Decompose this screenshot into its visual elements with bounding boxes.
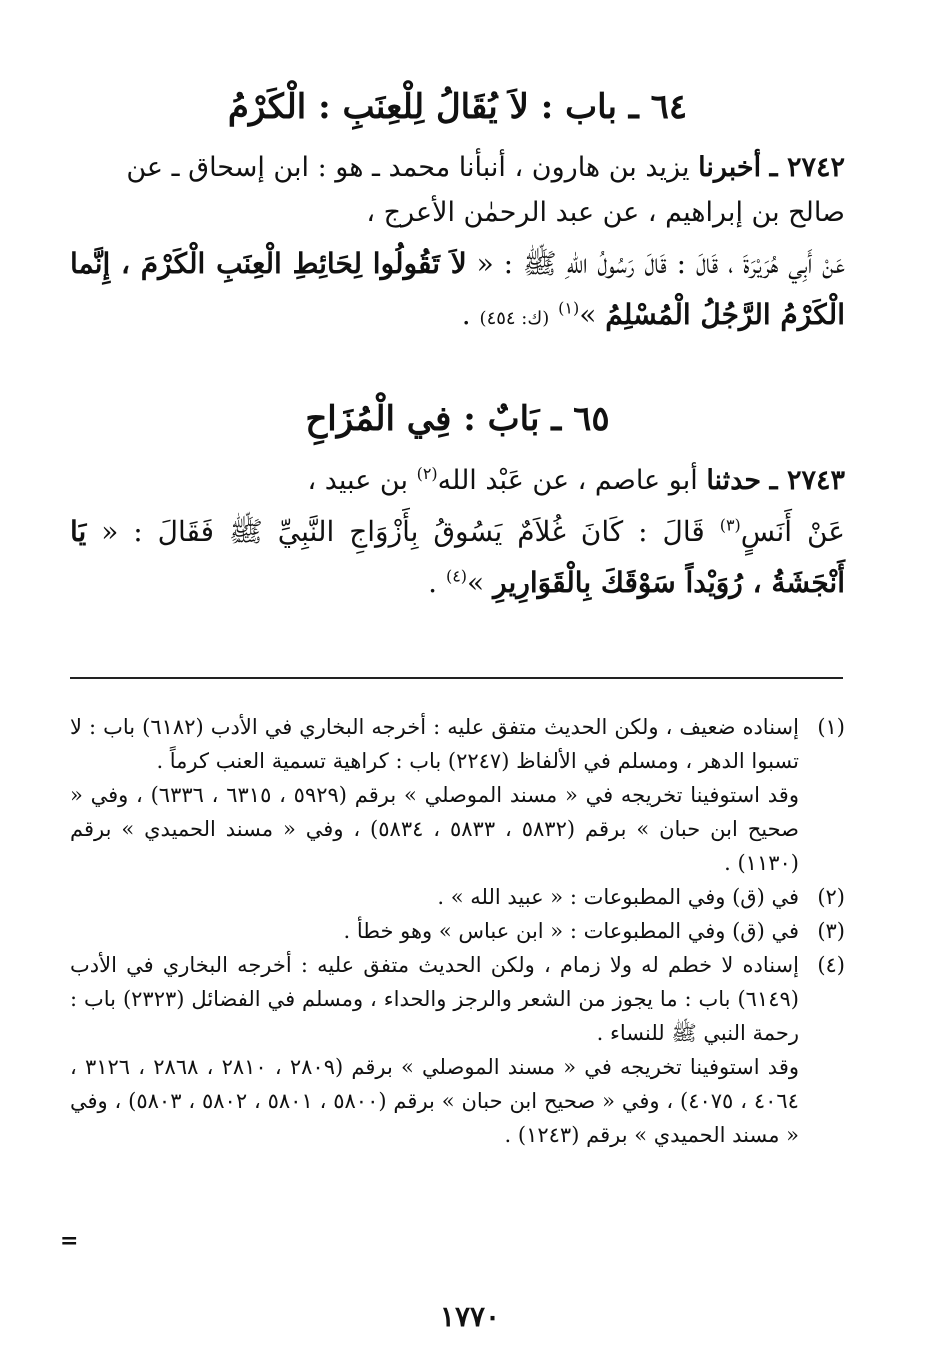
matn-close-quote: »: [579, 297, 597, 331]
hadith-2742: [70, 146, 845, 340]
page-number: ١٧٧٠: [439, 1300, 501, 1333]
footnote-number: (١): [817, 715, 845, 739]
hadith-isnad-part-b: بن عبيد ،: [307, 464, 408, 496]
matn-intro-b: قَالَ : كَانَ غُلاَمٌ يَسُوقُ بِأَزْوَاجِ النَّبِيِّ ﷺ فَقَالَ : «: [101, 515, 705, 549]
hadith-chain: [70, 459, 845, 504]
footnotes: [70, 710, 845, 1152]
footnote-paragraph: في (ق) وفي المطبوعات : « ابن عباس » وهو خطأ .: [343, 919, 799, 944]
footnote-separator: [70, 677, 843, 679]
footnote-2: [70, 880, 845, 914]
footnote-number: (٢): [817, 885, 845, 910]
matn-quote: لاَ تَقُولُوا لِحَائِطِ الْعِنَبِ الْكَرْمَ ، إِنَّما الْكَرْمُ الرَّجُلُ الْمُسْلِمُ: [70, 247, 845, 331]
page-body: [70, 80, 845, 608]
footnote-marker: (٤): [445, 566, 468, 586]
hadith-number: ٢٧٤٢ ـ: [769, 152, 845, 184]
footnote-body: [70, 880, 799, 914]
footnote-paragraph: في (ق) وفي المطبوعات : « عبيد الله » .: [437, 885, 799, 910]
chapter-heading-64: ٦٤ ـ باب : لاَ يُقَالُ لِلْعِنَبِ : الْكَرْمُ: [227, 87, 688, 127]
footnote-3: [70, 914, 845, 948]
end-mark: .: [461, 297, 480, 331]
continuation-mark: =: [60, 1228, 79, 1254]
footnote-paragraph: إسناده ضعيف ، ولكن الحديث متفق عليه : أخرجه البخاري في الأدب (٦١٨٢) باب : لا تسبوا الدهر ، ومسلم في الألفاظ (٢٢٤٧) باب : كراهية تسمية العنب كرماً .: [70, 715, 799, 774]
matn-quote: يَا أَنْجَشَةُ ، رُوَيْداً سَوْقَكَ بِالْقَوَارِيرِ: [70, 515, 845, 599]
hadith-2743: [70, 459, 845, 608]
hadith-chain: [70, 146, 845, 235]
footnote-body: [70, 914, 799, 948]
cross-reference: (ك: ٤٥٤): [479, 307, 550, 329]
hadith-lead-word: أخبرنا: [698, 152, 762, 184]
footnote-number: (٣): [817, 919, 845, 944]
footnote-marker: (٣): [719, 515, 741, 535]
footnote-paragraph: إسناده لا خطم له ولا زمام ، ولكن الحديث متفق عليه : أخرجه البخاري في الأدب (٦١٤٩) باب : ما يجوز من الشعر والرجز والحداء ، ومسلم في الفضائل (٢٣٢٣) باب : رحمة النبي ﷺ للنساء .: [70, 953, 799, 1046]
end-mark: .: [428, 565, 446, 599]
footnote-marker: (٢): [416, 463, 438, 483]
footnote-paragraph: وقد استوفينا تخريجه في « مسند الموصلي » برقم (٥٩٢٩ ، ٦٣١٥ ، ٦٣٣٦) ، وفي « صحيح ابن حبان » برقم (٥٨٣٢ ، ٥٨٣٣ ، ٥٨٣٤) ، وفي « مسند الحميدي » برقم (١١٣٠) .: [70, 783, 799, 876]
footnote-body: [70, 948, 799, 1152]
hadith-isnad: يزيد بن هارون ، أنبأنا محمد ـ هو : ابن إسحاق ـ عن صالح بن إبراهيم ، عن عبد الرحمٰن الأعرج ،: [126, 152, 845, 228]
hadith-lead-word: حدثنا: [706, 464, 762, 496]
matn-intro: عَنْ أَبِي هُرَيْرَةَ ، قَالَ : قَالَ رَسُولُ اللهِ ﷺ : «: [476, 247, 846, 281]
footnote-4: [70, 948, 845, 1152]
footnote-1: [70, 710, 845, 880]
hadith-number: ٢٧٤٣ ـ: [769, 464, 845, 496]
footnote-number: (٤): [817, 953, 845, 978]
hadith-matn: [70, 507, 845, 608]
matn-intro-a: عَنْ أَنَسٍ: [740, 515, 845, 549]
hadith-isnad-part-a: أبو عاصم ، عن عَبْد الله: [437, 464, 698, 496]
hadith-matn: [70, 239, 845, 340]
chapter-heading-65: ٦٥ ـ بَابٌ : فِي الْمُزَاحِ: [305, 399, 610, 440]
footnote-paragraph: وقد استوفينا تخريجه في « مسند الموصلي » برقم (٢٨٠٩ ، ٢٨١٠ ، ٢٨٦٨ ، ٣١٢٦ ، ٤٠٦٤ ، ٤٠٧٥) ، وفي « صحيح ابن حبان » برقم (٥٨٠٠ ، ٥٨٠١ ، ٥٨٠٢ ، ٥٨٠٣) ، وفي « مسند الحميدي » برقم (١٢٤٣) .: [70, 1055, 799, 1148]
matn-close-quote: »: [467, 565, 485, 599]
footnote-body: [70, 710, 799, 880]
footnote-marker: (١): [558, 298, 580, 318]
